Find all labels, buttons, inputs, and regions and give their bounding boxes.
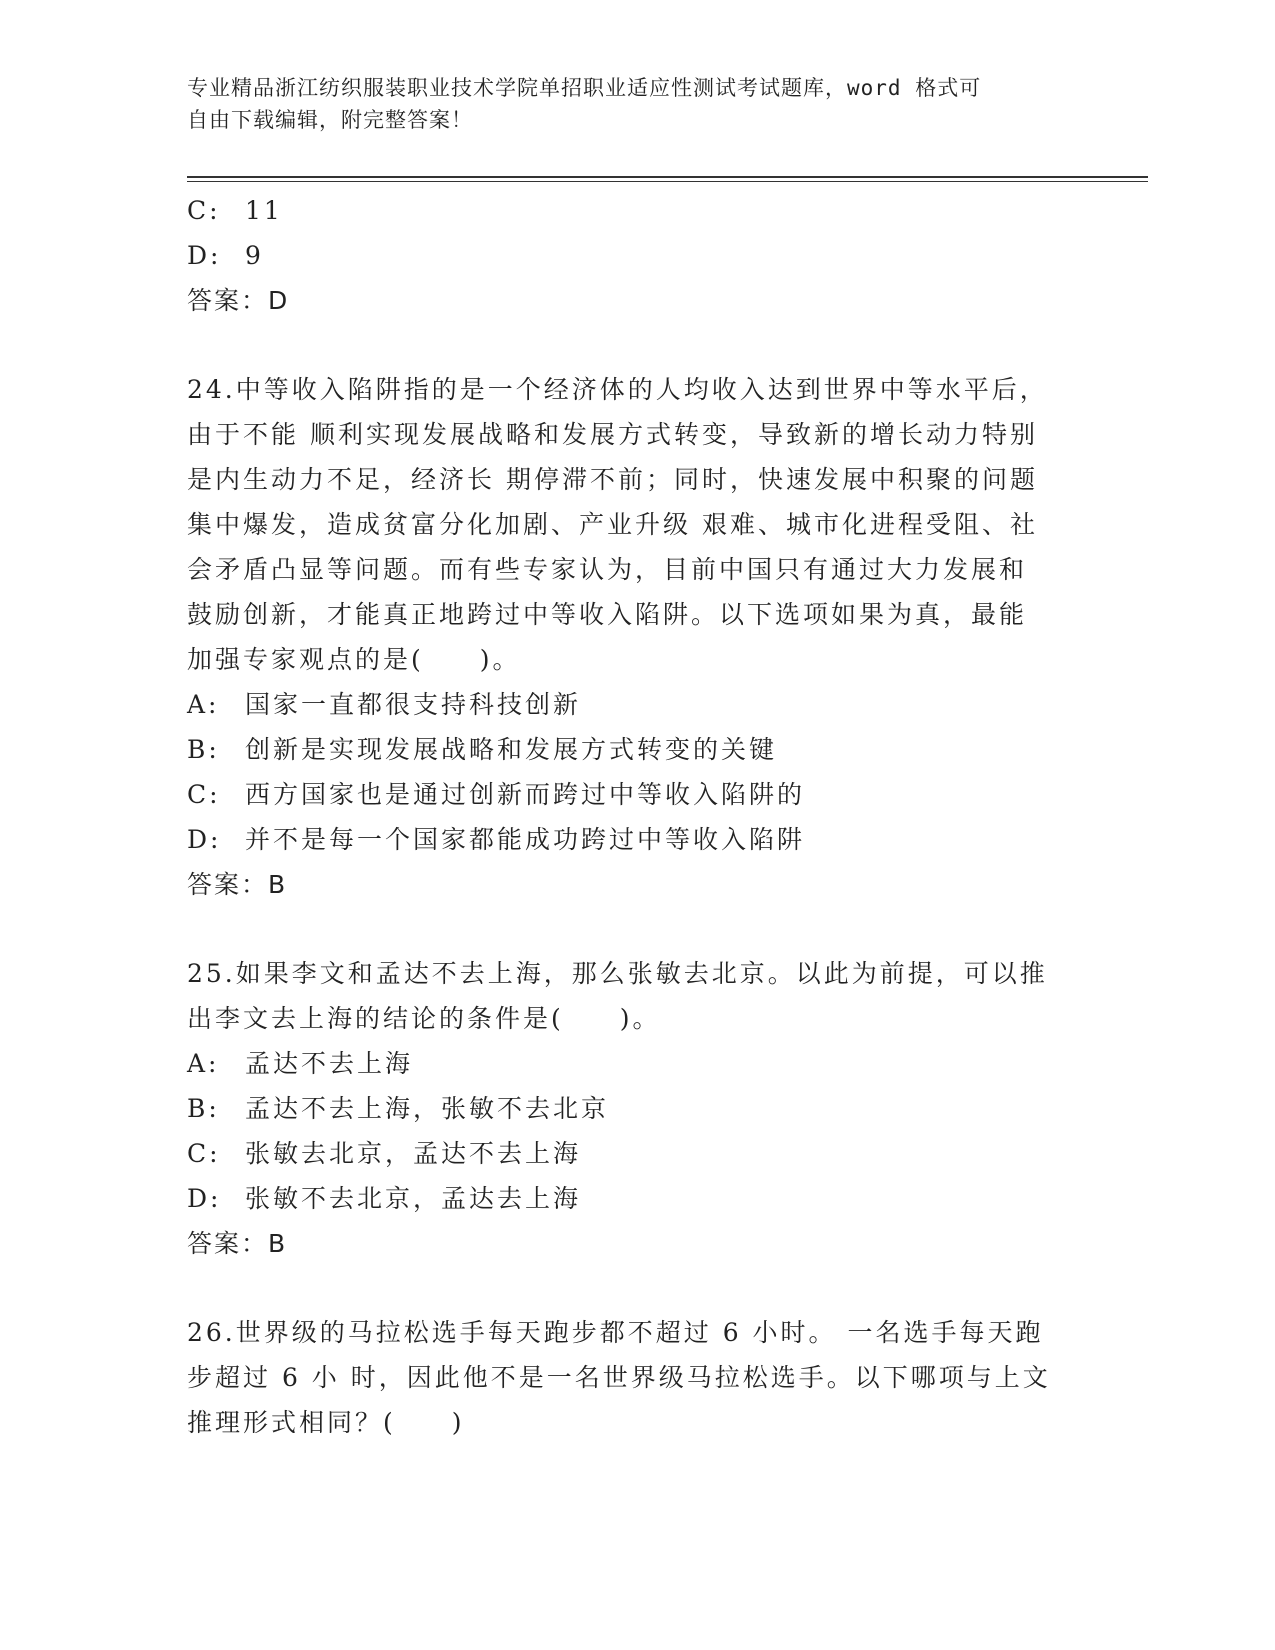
option-d: D: 张敏不去北京，孟达去上海 <box>187 1184 582 1213</box>
question-24 <box>187 367 1087 907</box>
option-c: C: 西方国家也是通过创新而跨过中等收入陷阱的 <box>187 780 806 809</box>
question-text-line: 步超过 6 小 时，因此他不是一名世界级马拉松选手。以下哪项与上文 <box>187 1363 1051 1392</box>
question-text-line: 26.世界级的马拉松选手每天跑步都不超过 6 小时。 一名选手每天跑 <box>187 1318 1044 1347</box>
question-23-tail <box>187 188 1087 323</box>
document-body <box>187 188 1087 1445</box>
question-text-line: 25.如果李文和孟达不去上海，那么张敏去北京。以此为前提，可以推 <box>187 959 1048 988</box>
option-b: B: 创新是实现发展战略和发展方式转变的关键 <box>187 735 778 764</box>
header-line-1: 专业精品浙江纺织服装职业技术学院单招职业适应性测试考试题库，word 格式可 <box>187 76 982 100</box>
option-c: C: 张敏去北京，孟达不去上海 <box>187 1139 582 1168</box>
question-text-line: 集中爆发，造成贫富分化加剧、产业升级 艰难、城市化进程受阻、社 <box>187 510 1038 539</box>
answer-line: 答案：D <box>187 286 290 315</box>
question-text-line: 24.中等收入陷阱指的是一个经济体的人均收入达到世界中等水平后， <box>187 375 1048 404</box>
header-divider-thin <box>187 181 1148 182</box>
option-a: A: 孟达不去上海 <box>187 1049 414 1078</box>
option-d: D: 并不是每一个国家都能成功跨过中等收入陷阱 <box>187 825 806 854</box>
question-25 <box>187 951 1087 1266</box>
question-26 <box>187 1310 1087 1445</box>
question-text-line: 鼓励创新，才能真正地跨过中等收入陷阱。以下选项如果为真，最能 <box>187 600 1028 629</box>
answer-line: 答案：B <box>187 1229 288 1258</box>
question-text-line: 是内生动力不足，经济长 期停滞不前；同时，快速发展中积聚的问题 <box>187 465 1038 494</box>
question-text-line: 推理形式相同？( ) <box>187 1408 465 1437</box>
question-text-line: 出李文去上海的结论的条件是( )。 <box>187 1004 661 1033</box>
header-line-2: 自由下载编辑，附完整答案！ <box>187 108 473 132</box>
option-d: D: 9 <box>187 241 264 270</box>
option-b: B: 孟达不去上海，张敏不去北京 <box>187 1094 610 1123</box>
option-a: A: 国家一直都很支持科技创新 <box>187 690 582 719</box>
question-text-line: 加强专家观点的是( )。 <box>187 645 521 674</box>
answer-line: 答案：B <box>187 870 288 899</box>
option-c: C: 11 <box>187 196 283 225</box>
question-text-line: 会矛盾凸显等问题。而有些专家认为，目前中国只有通过大力发展和 <box>187 555 1028 584</box>
question-text-line: 由于不能 顺利实现发展战略和发展方式转变，导致新的增长动力特别 <box>187 420 1038 449</box>
document-header <box>187 72 1087 136</box>
header-divider-thick <box>187 176 1148 178</box>
